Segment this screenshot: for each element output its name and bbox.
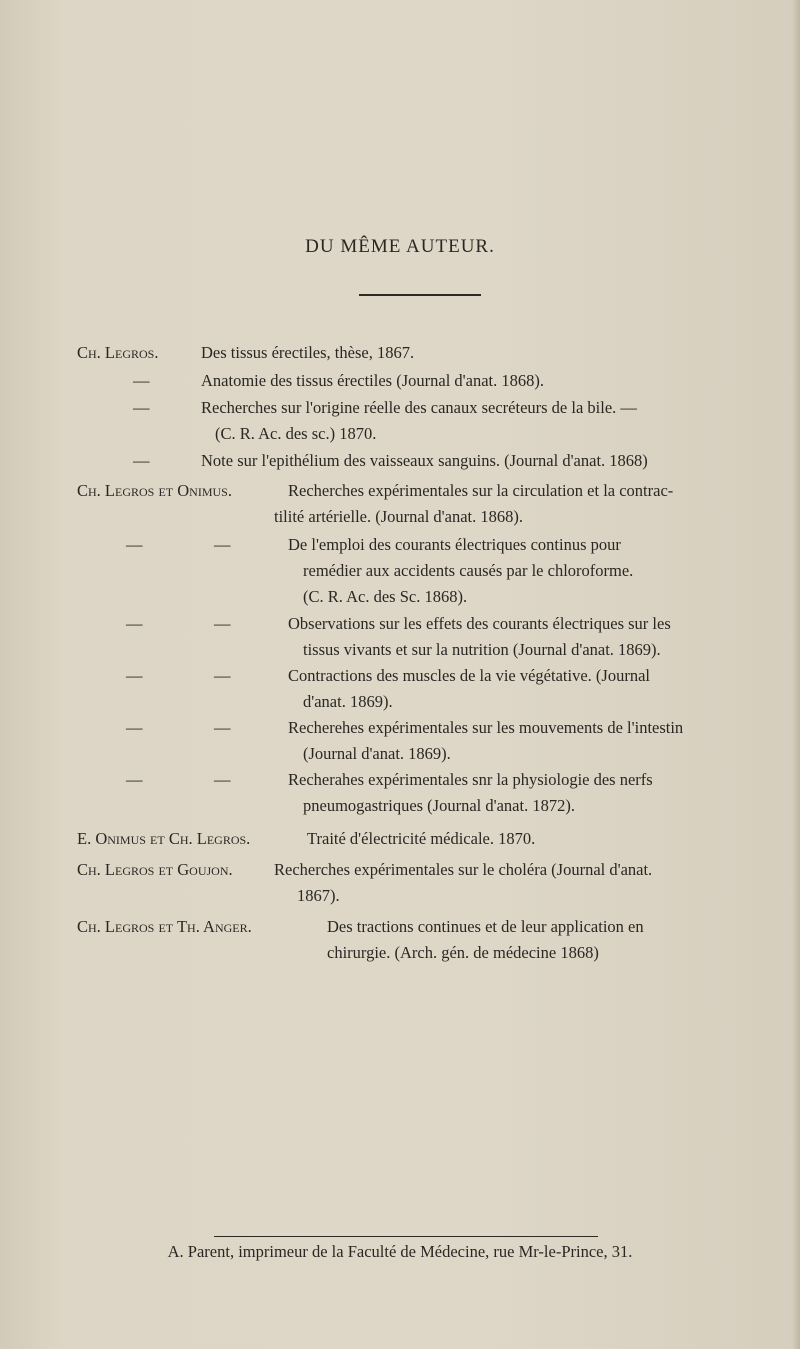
entry-text-cont: (C. R. Ac. des sc.) 1870. (215, 424, 377, 443)
entry-text: Observations sur les effets des courants électriques sur les (288, 614, 671, 633)
entry-author: Ch. Legros et Goujon. (77, 860, 233, 879)
entry-text: Des tissus érectiles, thèse, 1867. (201, 343, 415, 362)
entry-text: Recherches sur l'origine réelle des canaux secréteurs de la bile. — (201, 398, 637, 417)
entry-text: De l'emploi des courants électriques continus pour (288, 535, 621, 554)
imprint-rule (214, 1236, 598, 1237)
entry-text-cont: d'anat. 1869). (303, 692, 393, 711)
entry-text-cont: chirurgie. (Arch. gén. de médecine 1868) (327, 943, 599, 962)
entry-author: Ch. Legros et Onimus. (77, 481, 232, 500)
entry-author: E. Onimus et Ch. Legros. (77, 829, 251, 848)
heading-rule (359, 294, 481, 296)
page-edge-shadow (792, 0, 800, 1349)
entry-text: Recherches expérimentales sur le choléra (Journal d'anat. (274, 860, 653, 879)
entry-text-cont: 1867). (297, 886, 340, 905)
entry-text: Recherehes expérimentales sur les mouvements de l'intestin (288, 718, 684, 737)
entry-author: Ch. Legros et Th. Anger. (77, 917, 252, 936)
entry-text-cont: remédier aux accidents causés par le chloroforme. (303, 561, 634, 580)
ditto-dash: — (126, 535, 143, 554)
ditto-dash: — (133, 398, 150, 417)
ditto-dash: — (133, 371, 150, 390)
entry-text-cont: pneumogastriques (Journal d'anat. 1872). (303, 796, 575, 815)
entry-text: Recherahes expérimentales snr la physiologie des nerfs (288, 770, 653, 789)
entry-author: Ch. Legros. (77, 343, 159, 362)
ditto-dash: — (126, 666, 143, 685)
ditto-dash: — (214, 770, 231, 789)
ditto-dash: — (214, 614, 231, 633)
entry-text: Traité d'électricité médicale. 1870. (307, 829, 536, 848)
entry-text: Des tractions continues et de leur application en (327, 917, 644, 936)
entry-text-cont: tissus vivants et sur la nutrition (Journal d'anat. 1869). (303, 640, 661, 659)
ditto-dash: — (126, 770, 143, 789)
printer-imprint: A. Parent, imprimeur de la Faculté de Médecine, rue Mr-le-Prince, 31. (167, 1242, 633, 1261)
ditto-dash: — (126, 718, 143, 737)
entry-text-cont: (C. R. Ac. des Sc. 1868). (303, 587, 468, 606)
ditto-dash: — (133, 451, 150, 470)
page-heading: DU MÊME AUTEUR. (305, 236, 495, 257)
entry-text: Contractions des muscles de la vie végétative. (Journal (288, 666, 650, 685)
entry-text: Recherches expérimentales sur la circulation et la contrac- (288, 481, 674, 500)
entry-text: Anatomie des tissus érectiles (Journal d'anat. 1868). (201, 371, 544, 390)
entry-text-cont: tilité artérielle. (Journal d'anat. 1868). (274, 507, 524, 526)
entry-text-cont: (Journal d'anat. 1869). (303, 744, 451, 763)
ditto-dash: — (214, 535, 231, 554)
ditto-dash: — (214, 718, 231, 737)
ditto-dash: — (214, 666, 231, 685)
ditto-dash: — (126, 614, 143, 633)
entry-text: Note sur l'epithélium des vaisseaux sanguins. (Journal d'anat. 1868) (201, 451, 648, 470)
